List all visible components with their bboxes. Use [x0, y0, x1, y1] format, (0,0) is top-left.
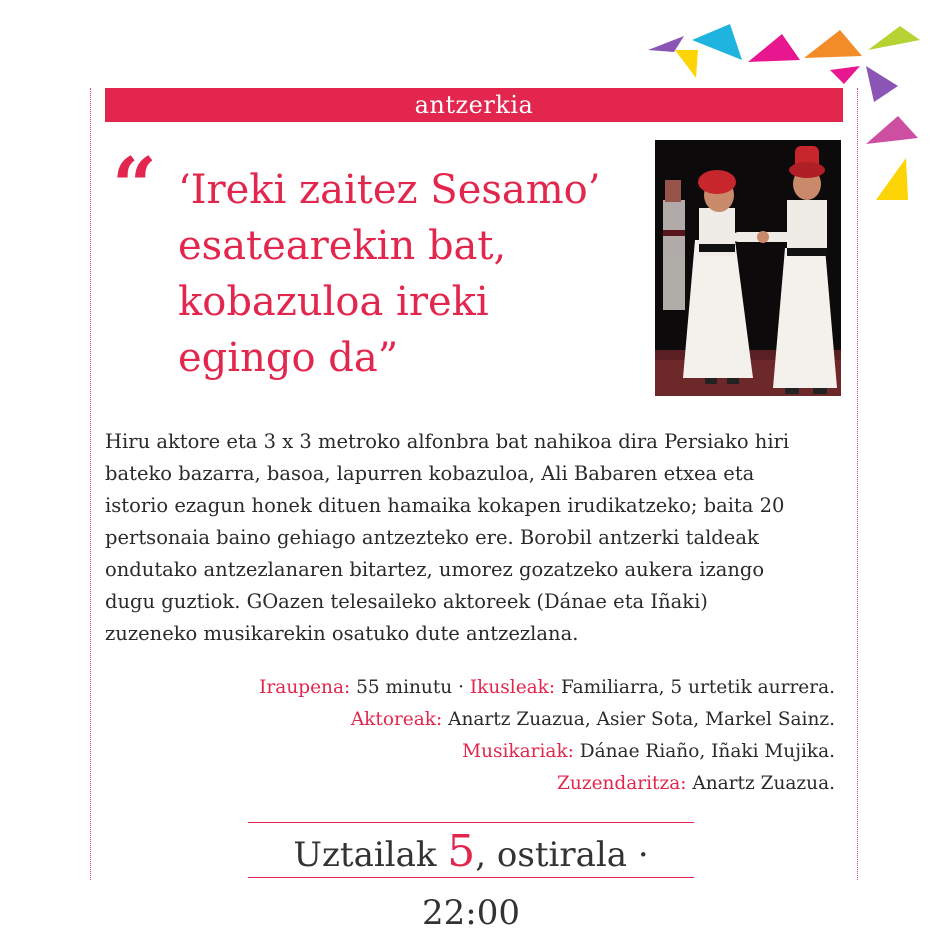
- duration-value: 55 minutu: [356, 677, 453, 698]
- date-day: 5: [447, 826, 476, 877]
- deco-triangle-violet: [866, 66, 898, 102]
- description-line: bateko bazarra, basoa, lapurren kobazuloa, Ali Babaren etxea eta: [105, 462, 755, 485]
- deco-triangle-cyan: [692, 24, 742, 60]
- duration-label: Iraupena:: [259, 677, 351, 698]
- direction-value: Anartz Zuazua.: [692, 773, 835, 794]
- audience-value: Familiarra, 5 urtetik aurrera.: [561, 677, 835, 698]
- description-line: zuzeneko musikarekin osatuko dute antzezlana.: [105, 622, 579, 645]
- credits-block: [259, 672, 835, 800]
- theatre-photo: [655, 140, 841, 396]
- credits-line-musicians: [259, 736, 835, 768]
- audience-label: Ikusleak:: [469, 677, 556, 698]
- description-line: ondutako antzezlanaren bitartez, umorez gozatzeko aukera izango: [105, 558, 765, 581]
- date-month: Uztailak: [293, 835, 437, 875]
- deco-triangle-yellow-small: [675, 50, 698, 78]
- credits-line-actors: [259, 704, 835, 736]
- deco-triangle-magenta-small: [830, 66, 860, 84]
- headline-quote: [178, 162, 648, 386]
- deco-triangle-yellow: [876, 158, 908, 200]
- direction-label: Zuzendaritza:: [557, 773, 687, 794]
- deco-triangle-magenta: [748, 34, 800, 62]
- headline-line: egingo da”: [178, 335, 399, 381]
- deco-triangle-lime: [868, 26, 920, 50]
- deco-triangle-orange: [804, 30, 862, 58]
- category-header: antzerkia: [105, 88, 843, 122]
- quote-icon: “: [112, 141, 157, 232]
- event-date: [248, 822, 694, 933]
- description-line: istorio ezagun honek dituen hamaika kokapen irudikatzeko; baita 20: [105, 494, 785, 517]
- actors-value: Anartz Zuazua, Asier Sota, Markel Sainz.: [448, 709, 835, 730]
- deco-triangle-purple: [648, 36, 684, 52]
- separator-dot: ·: [458, 677, 464, 698]
- frame-border-left: [90, 88, 91, 880]
- musicians-label: Musikariak:: [462, 741, 574, 762]
- credits-line-direction: [259, 768, 835, 800]
- headline-line: esatearekin bat,: [178, 223, 507, 269]
- description-line: Hiru aktore eta 3 x 3 metroko alfonbra bat nahikoa dira Persiako hiri: [105, 430, 790, 453]
- musicians-value: Dánae Riaño, Iñaki Mujika.: [579, 741, 835, 762]
- headline-line: kobazuloa ireki: [178, 279, 489, 325]
- description-text: [105, 426, 845, 650]
- description-line: dugu guztiok. GOazen telesaileko aktoreek (Dánae eta Iñaki): [105, 590, 708, 613]
- credits-line-duration-audience: [259, 672, 835, 704]
- date-weekday-time: , ostirala · 22:00: [422, 835, 649, 933]
- description-line: pertsonaia baino gehiago antzezteko ere. Borobil antzerki taldeak: [105, 526, 759, 549]
- headline-line: ‘Ireki zaitez Sesamo’: [178, 167, 601, 213]
- actors-label: Aktoreak:: [350, 709, 443, 730]
- deco-triangle-pink: [866, 116, 918, 144]
